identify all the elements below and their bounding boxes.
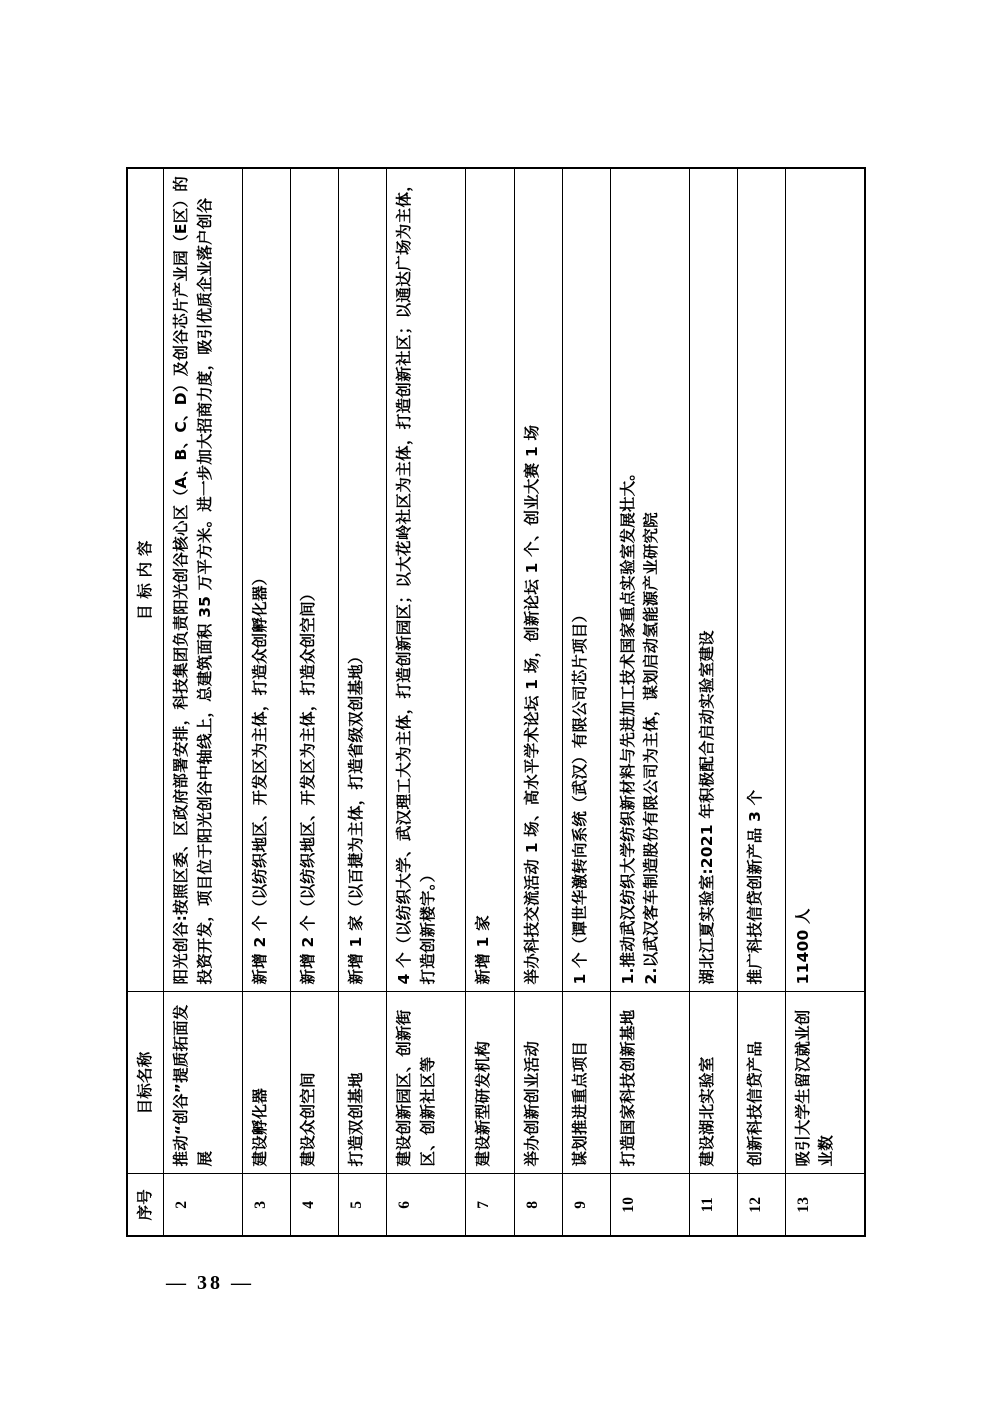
row-number-cell: 7 bbox=[466, 1174, 514, 1236]
goal-content-cell bbox=[689, 168, 737, 992]
goal-content-cell bbox=[339, 168, 387, 992]
goal-content-cell bbox=[610, 168, 689, 992]
table-row bbox=[737, 168, 785, 1236]
goal-content-line: 1.推动武汉纺织大学纺织新材料与先进加工技术国家重点实验室发展壮大。 bbox=[618, 464, 637, 984]
goal-table bbox=[126, 167, 866, 1237]
goal-content-cell bbox=[737, 168, 785, 992]
page-number: — 38 — bbox=[166, 1272, 254, 1294]
goal-content-line: 阳光创谷:按照区委、区政府部署安排，科技集团负责阳光创谷核心区（A、B、C、D）及创谷芯片产业园（E区）的投资开发，项目位于阳光创谷中轴线上，总建筑面积 35 万平方米。进一步加大招商力度，吸引优质企业落户创谷 bbox=[172, 175, 214, 984]
goal-content-cell bbox=[466, 168, 514, 992]
goal-name-cell: 建设众创空间 bbox=[291, 992, 339, 1174]
column-header-name: 目标名称 bbox=[127, 992, 164, 1174]
table-row bbox=[689, 168, 737, 1236]
goal-content-line: 新增 1 家 bbox=[474, 914, 493, 984]
goal-name-cell: 建设湖北实验室 bbox=[689, 992, 737, 1174]
goal-content-cell bbox=[387, 168, 466, 992]
table-row bbox=[164, 168, 243, 1236]
goal-content-line: 2.以武汉客车制造股份有限公司为主体，谋划启动氢能源产业研究院 bbox=[641, 511, 660, 984]
table-row bbox=[466, 168, 514, 1236]
table-row bbox=[514, 168, 562, 1236]
goal-content-line: 湖北江夏实验室:2021 年积极配合启动实验室建设 bbox=[697, 629, 716, 984]
goal-content-line: 11400 人 bbox=[793, 907, 812, 984]
goal-name-cell: 建设创新园区、创新街区、创新社区等 bbox=[387, 992, 466, 1174]
goal-content-cell bbox=[164, 168, 243, 992]
row-number-cell: 5 bbox=[339, 1174, 387, 1236]
goal-content-cell bbox=[243, 168, 291, 992]
goal-content-cell bbox=[562, 168, 610, 992]
goal-content-line: 新增 1 家（以百捷为主体，打造省级双创基地） bbox=[347, 647, 366, 984]
table-row bbox=[339, 168, 387, 1236]
goal-content-line: 新增 2 个（以纺织地区、开发区为主体，打造众创孵化器） bbox=[251, 569, 270, 984]
row-number-cell: 8 bbox=[514, 1174, 562, 1236]
goal-name-cell: 谋划推进重点项目 bbox=[562, 992, 610, 1174]
rotated-table-stage bbox=[126, 167, 866, 1237]
goal-content-line: 新增 2 个（以纺织地区、开发区为主体，打造众创空间） bbox=[299, 585, 318, 984]
goal-name-cell: 推动“创谷”提质拓面发展 bbox=[164, 992, 243, 1174]
row-number-cell: 11 bbox=[689, 1174, 737, 1236]
column-header-no: 序号 bbox=[127, 1174, 164, 1236]
goal-name-cell: 打造国家科技创新基地 bbox=[610, 992, 689, 1174]
goal-name-cell: 举办创新创业活动 bbox=[514, 992, 562, 1174]
goal-name-cell: 建设新型研发机构 bbox=[466, 992, 514, 1174]
goal-content-line: 推广科技信贷创新产品 3 个 bbox=[745, 789, 764, 984]
table-row bbox=[291, 168, 339, 1236]
table-row bbox=[243, 168, 291, 1236]
table-row bbox=[387, 168, 466, 1236]
row-number-cell: 2 bbox=[164, 1174, 243, 1236]
row-number-cell: 9 bbox=[562, 1174, 610, 1236]
table-row bbox=[785, 168, 865, 1236]
goal-name-cell: 创新科技信贷产品 bbox=[737, 992, 785, 1174]
table-header bbox=[127, 168, 164, 1236]
row-number-cell: 10 bbox=[610, 1174, 689, 1236]
table-header-row bbox=[127, 168, 164, 1236]
goal-content-cell bbox=[514, 168, 562, 992]
column-header-content: 目 标 内 容 bbox=[127, 168, 164, 992]
goal-content-line: 4 个（以纺织大学、武汉理工大为主体，打造创新园区；以大花岭社区为主体，打造创新社区；以通达广场为主体，打造创新楼宇。） bbox=[395, 175, 437, 984]
row-number-cell: 3 bbox=[243, 1174, 291, 1236]
table-row bbox=[562, 168, 610, 1236]
table-row bbox=[610, 168, 689, 1236]
goal-content-cell bbox=[291, 168, 339, 992]
goal-content-line: 1 个（谭世华激转向系统（武汉）有限公司芯片项目） bbox=[570, 606, 589, 984]
row-number-cell: 12 bbox=[737, 1174, 785, 1236]
goal-name-cell: 打造双创基地 bbox=[339, 992, 387, 1174]
row-number-cell: 4 bbox=[291, 1174, 339, 1236]
row-number-cell: 13 bbox=[785, 1174, 865, 1236]
goal-name-cell: 吸引大学生留汉就业创业数 bbox=[785, 992, 865, 1174]
goal-content-cell bbox=[785, 168, 865, 992]
row-number-cell: 6 bbox=[387, 1174, 466, 1236]
table-body bbox=[164, 168, 865, 1236]
goal-content-line: 举办科技交流活动 1 场、高水平学术论坛 1 场，创新论坛 1 个、创业大赛 1 场 bbox=[522, 424, 541, 984]
goal-name-cell: 建设孵化器 bbox=[243, 992, 291, 1174]
